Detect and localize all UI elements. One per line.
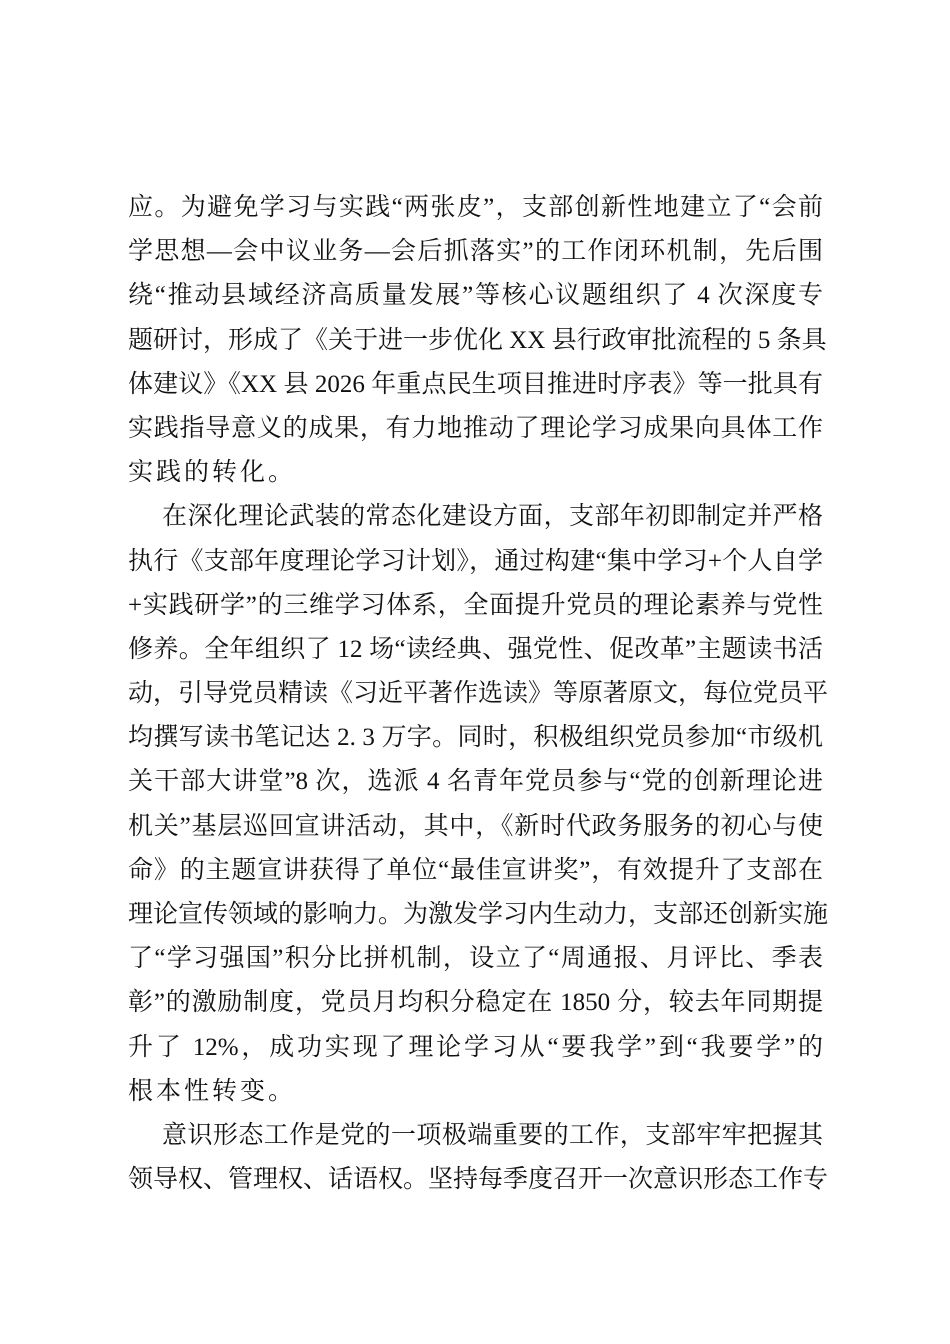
text-line: 理论宣传领域的影响力。为激发学习内生动力，支部还创新实施 xyxy=(128,901,829,928)
paragraph-2 xyxy=(128,495,829,1114)
text-line: 实践的转化。 xyxy=(128,459,297,487)
paragraph-3 xyxy=(128,1114,829,1202)
text-line: 动，引导党员精读《习近平著作选读》等原著原文，每位党员平 xyxy=(128,680,829,708)
text-line: 领导权、管理权、话语权。坚持每季度召开一次意识形态工作专 xyxy=(128,1166,829,1194)
paragraph-1 xyxy=(128,186,827,495)
text-line: 命》的主题宣讲获得了单位“最佳宣讲奖”，有效提升了支部在 xyxy=(128,856,823,884)
text-line: 意识形态工作是党的一项极端重要的工作，支部牢牢把握其 xyxy=(162,1121,823,1149)
text-line: 修养。全年组织了 12 场“读经典、强党性、促改革”主题读书活 xyxy=(128,635,823,663)
text-line: 应。为避免学习与实践“两张皮”，支部创新性地建立了“会前 xyxy=(128,194,823,221)
text-line: 题研讨，形成了《关于进一步优化 XX 县行政审批流程的 5 条具 xyxy=(128,326,827,354)
text-line: 根本性转变。 xyxy=(128,1077,297,1105)
text-line: 了“学习强国”积分比拼机制，设立了“周通报、月评比、季表 xyxy=(128,945,823,973)
text-line: 均撰写读书笔记达 2. 3 万字。同时，积极组织党员参加“市级机 xyxy=(128,724,823,752)
text-line: +实践研学”的三维学习体系，全面提升党员的理论素养与党性 xyxy=(128,591,823,619)
text-line: 体建议》《XX 县 2026 年重点民生项目推进时序表》等一批具有 xyxy=(128,370,823,398)
text-line: 彰”的激励制度，党员月均积分稳定在 1850 分，较去年同期提 xyxy=(128,989,823,1017)
text-line: 实践指导意义的成果，有力地推动了理论学习成果向具体工作 xyxy=(128,414,823,442)
text-line: 关干部大讲堂”8 次，选派 4 名青年党员参与“党的创新理论进 xyxy=(128,768,823,796)
text-line: 学思想—会中议业务—会后抓落实”的工作闭环机制，先后围 xyxy=(128,238,823,266)
document-page xyxy=(128,186,829,1202)
text-line: 升了 12%，成功实现了理论学习从“要我学”到“我要学”的 xyxy=(128,1033,823,1061)
text-line: 机关”基层巡回宣讲活动，其中，《新时代政务服务的初心与使 xyxy=(128,812,823,840)
text-line: 执行《支部年度理论学习计划》，通过构建“集中学习+个人自学 xyxy=(128,547,823,575)
text-line: 在深化理论武装的常态化建设方面，支部年初即制定并严格 xyxy=(162,503,823,531)
text-line: 绕“推动县域经济高质量发展”等核心议题组织了 4 次深度专 xyxy=(128,282,823,310)
